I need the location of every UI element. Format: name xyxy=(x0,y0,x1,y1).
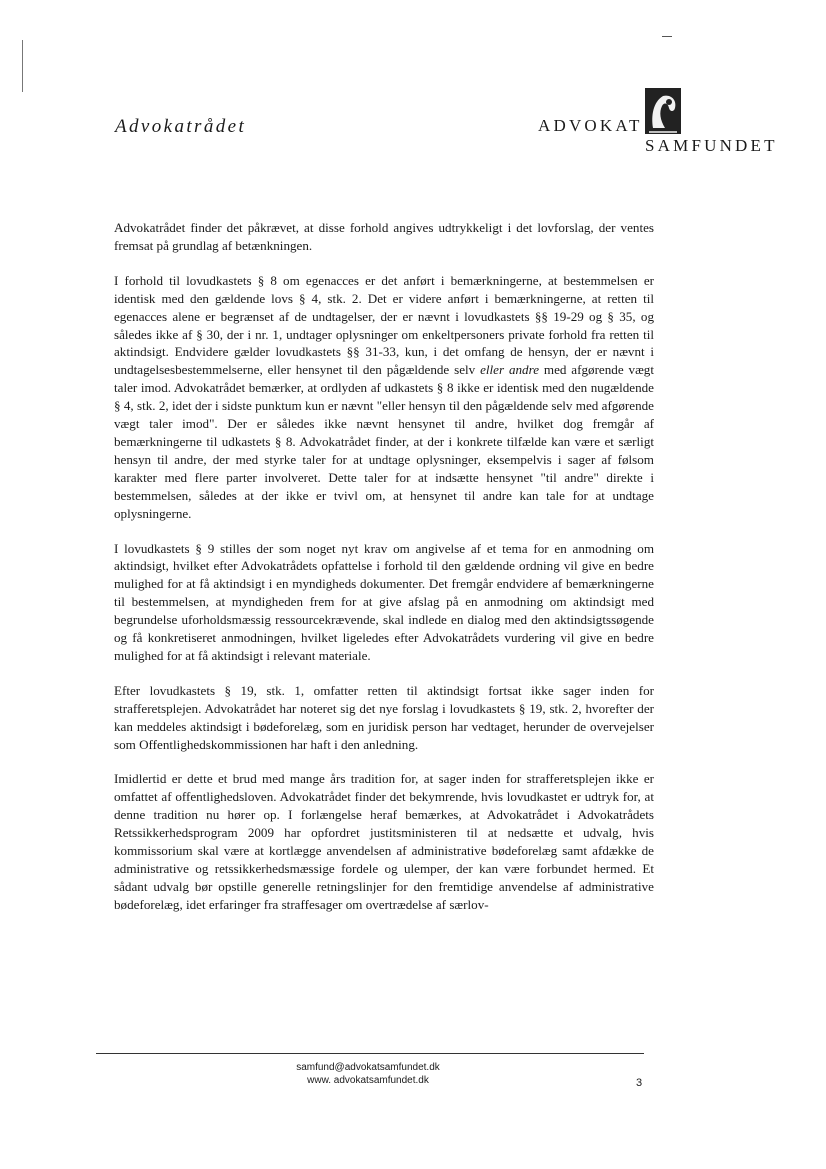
footer-website: www. advokatsamfundet.dk xyxy=(307,1075,429,1086)
page-title: Advokatrådet xyxy=(115,116,247,137)
advokatsamfundet-logo xyxy=(538,86,783,158)
paragraph-2-emphasis: eller andre xyxy=(480,362,540,378)
logo-word-advokat: ADVOKAT xyxy=(538,116,643,135)
footer-email: samfund@advokatsamfundet.dk xyxy=(296,1062,440,1073)
paragraph-3: I lovudkastets § 9 stilles der som noget nyt krav om angivelse af et tema for en anmodning om aktindsigt, hvilket efter Advokatrådets opfattelse i forhold til den gældende ordning vil give en bedre mulighed for at få aktindsigt i en myndigheds dokumenter. Det fremgår endvidere af bemærkningerne til bestemmelsen, at myndigheden frem for at give afslag på en anmodning om aktindsigt med begrundelse uforholdsmæssig ressourcekrævende, skal indlede en dialog med den aktindsigtssøgende og få konkretiseret anmodningen, hvilket ligeledes efter Advokatrådets vurdering vil give en bedre mulighed for at få aktindsigt i relevant materiale. xyxy=(114,540,654,663)
paragraph-5: Imidlertid er dette et brud med mange års tradition for, at sager inden for strafferetsplejen ikke er omfattet af offentlighedsloven. Advokatrådet finder det bekymrende, hvis lovudkastet er udtryk for, at denne tradition nu hører op. I forlængelse heraf bemærkes, at Advokatrådet i Advokatrådets Retssikkerhedsprogram 2009 har opfordret justitsministeren til at nedsætte et udvalg, hvis kommissorium skal være at kortlægge anvendelsen af administrative bødeforelæg samt afdække de administrative og retssikkerhedsmæssige fordele og ulemper, der kan være forbundet hermed. Et sådant udvalg bør opstille generelle retningslinjer for den fremtidige anvendelse af administrative bødeforelæg, idet erfaringer fra straffesager om overtrædelse af særlov- xyxy=(114,771,654,912)
scan-dash-mark xyxy=(662,36,672,37)
paragraph-2 xyxy=(114,272,654,523)
paragraph-1: Advokatrådet finder det påkrævet, at disse forhold angives udtrykkeligt i det lovforslag, der ventes fremsat på grundlag af betænkningen. xyxy=(114,220,654,253)
footer-divider xyxy=(96,1053,644,1054)
logo-word-samfundet: SAMFUNDET xyxy=(645,136,778,155)
letter-body xyxy=(114,219,654,931)
page-number: 3 xyxy=(636,1077,643,1089)
scan-margin-mark xyxy=(22,40,23,92)
logo-emblem-icon xyxy=(645,88,681,134)
paragraph-2-part-b: med afgørende vægt taler imod. Advokatrådet bemærker, at ordlyden af udkastets § 8 ikke er identisk med den nugældende § 4, stk. 2, idet der i sidste punktum kun er nævnt "eller hensyn til den pågældende selv med afgørende vægt taler imod". Der er således ikke nævnt hensynet til andre, hvilket dog fremgår af bemærkningerne til udkastets § 8. Advokatrådet finder, at der i konkrete tilfælde kan være et særligt hensyn til andre, der med styrke taler for at undtage oplysninger, eksempelvis i sager af følsom karakter med flere parter involveret. Dette taler for at indsætte hensynet "til andre" direkte i bestemmelsen, således at der ikke er tvivl om, at hensynet til andre kan tale for at undtage oplysningerne. xyxy=(114,362,654,521)
paragraph-2-part-a: I forhold til lovudkastets § 8 om egenacces er det anført i bemærkningerne, at bestemmelsen er identisk med den gældende lovs § 4, stk. 2. Det er videre anført i bemærkningerne, at retten til egenacces alene er begrænset af de undtagelser, der er nævnt i lovudkastets §§ 19-29 og § 35, og således ikke af § 30, der i nr. 1, undtager oplysninger om enkeltpersoners private forhold fra retten til aktindsigt. Endvidere gælder lovudkastets §§ 31-33, kun, i det omfang de hensyn, der er nævnt i undtagelsesbestemmelserne, eller hensynet til den pågældende selv xyxy=(114,272,654,378)
paragraph-4: Efter lovudkastets § 19, stk. 1, omfatter retten til aktindsigt fortsat ikke sager inden for strafferetsplejen. Advokatrådet har noteret sig det nye forslag i lovudkastets § 19, stk. 2, hvorefter der kan meddeles aktindsigt i bødeforelæg, som en juridisk person har vedtaget, herunder de overvejelser som Offentlighedskommissionen har haft i den anledning. xyxy=(114,682,654,752)
